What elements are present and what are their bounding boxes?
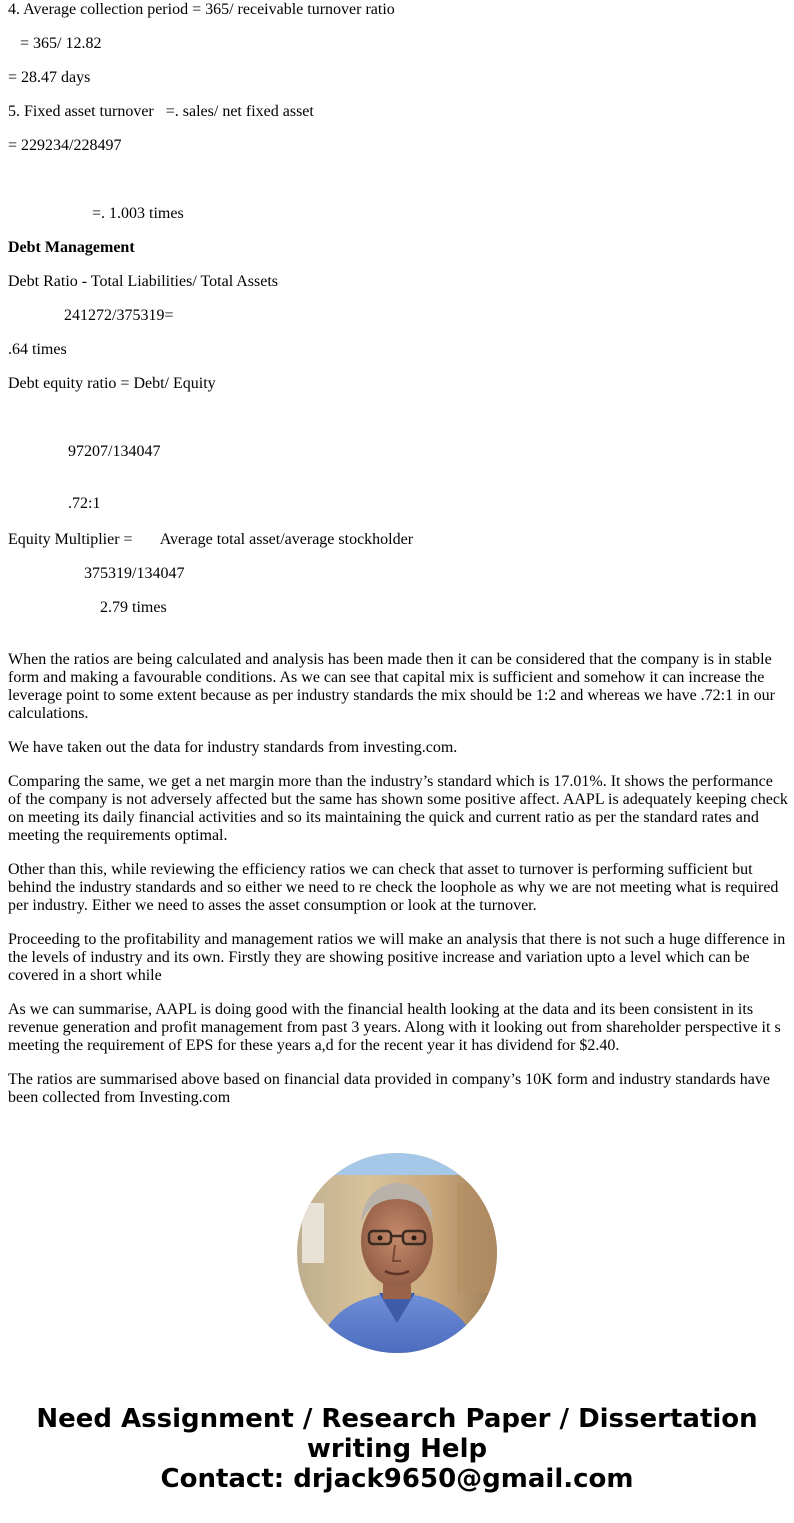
line-avg-collection-calc: = 365/ 12.82: [8, 35, 102, 52]
line-debt-ratio-calc: 241272/375319=: [64, 307, 174, 324]
paragraph-sources: The ratios are summarised above based on financial data provided in company’s 10K form and industry standards have been collected from Investing.com: [8, 1071, 770, 1106]
line-debt-equity-calc: 97207/134047: [68, 443, 161, 460]
line-debt-ratio: Debt Ratio - Total Liabilities/ Total Assets: [8, 273, 279, 290]
paragraph-efficiency-ratios: Other than this, while reviewing the efficiency ratios we can check that asset to turnover is performing sufficient but behind the industry standards and so either we need to re check the loophole as why we are not meeting what is required per industry. Either we need to asses the asset consumption or look at the turnover.: [8, 861, 779, 914]
line-debt-ratio-result: .64 times: [8, 341, 67, 358]
line-fixed-asset-result: =. 1.003 times: [92, 205, 184, 222]
line-fixed-asset-turnover: 5. Fixed asset turnover =. sales/ net fixed asset: [8, 103, 314, 120]
paragraph-analysis-intro: When the ratios are being calculated and analysis has been made then it can be considered that the company is in stable form and making a favourable conditions. As we can see that capital mix is sufficient and somehow it can increase the leverage point to some extent because as per industry standards the mix should be 1:2 and whereas we have .72:1 in our calculations.: [8, 651, 775, 722]
line-debt-equity-ratio: Debt equity ratio = Debt/ Equity: [8, 375, 216, 392]
line-equity-multiplier: Equity Multiplier = Average total asset/average stockholder: [8, 531, 414, 548]
paragraph-profitability: Proceeding to the profitability and management ratios we will make an analysis that there is not such a huge difference in the levels of industry and its own. Firstly they are showing positive increase and variation upto a level which can be covered in a short while: [8, 931, 786, 984]
heading-debt-management: Debt Management: [8, 239, 135, 256]
line-avg-collection-period: 4. Average collection period = 365/ receivable turnover ratio: [8, 1, 395, 18]
avatar-portrait-image: [297, 1153, 497, 1353]
line-equity-multiplier-calc: 375319/134047: [84, 565, 185, 582]
banner-line-contact-email: Contact: drjack9650@gmail.com: [160, 1464, 634, 1494]
line-avg-collection-result: = 28.47 days: [8, 69, 91, 86]
contact-banner: [0, 1404, 794, 1494]
line-debt-equity-result: .72:1: [68, 495, 101, 512]
line-fixed-asset-calc: = 229234/228497: [8, 137, 122, 154]
paragraph-industry-source: We have taken out the data for industry standards from investing.com.: [8, 739, 458, 756]
paragraph-net-margin: Comparing the same, we get a net margin more than the industry’s standard which is 17.01%. It shows the performance of the company is not adversely affected but the same has shown some positive affect. AAPL is adequately keeping check on meeting its daily financial activities and so its maintaining the quick and current ratio as per the standard rates and meeting the requirements optimal.: [8, 773, 788, 844]
paragraph-summary: As we can summarise, AAPL is doing good with the financial health looking at the data and its been consistent in its revenue generation and profit management from past 3 years. Along with it looking out from shareholder perspective it s meeting the requirement of EPS for these years a,d for the recent year it has dividend for $2.40.: [8, 1001, 781, 1054]
banner-line-writing-help: writing Help: [306, 1434, 488, 1464]
banner-line-assignment-help: Need Assignment / Research Paper / Dissertation: [36, 1404, 758, 1434]
avatar: [297, 1153, 497, 1353]
line-equity-multiplier-result: 2.79 times: [100, 599, 167, 616]
